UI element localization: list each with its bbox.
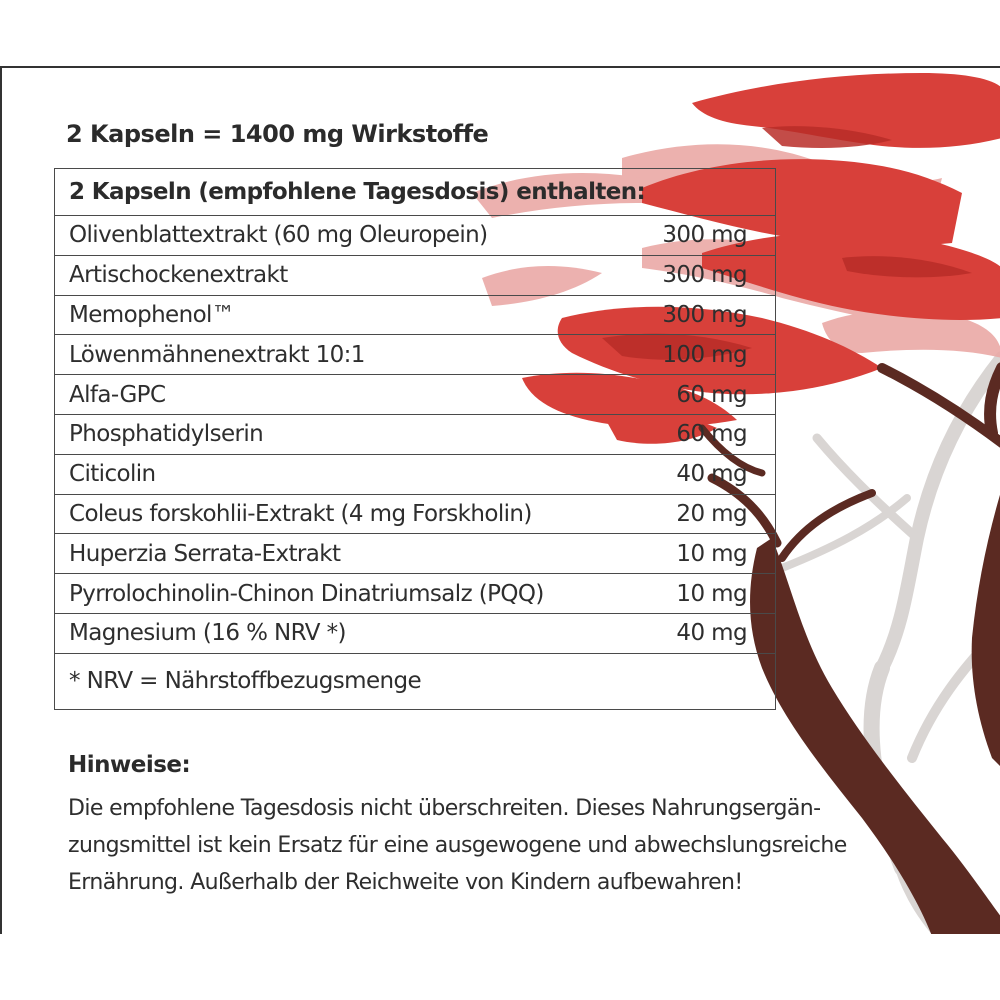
ingredient-name: Löwenmähnenextrakt 10:1 xyxy=(55,335,640,375)
ingredient-amount: 300 mg xyxy=(640,255,776,295)
capsule-total-heading: 2 Kapseln = 1400 mg Wirkstoffe xyxy=(66,120,489,148)
notes-line: Ernährung. Außerhalb der Reichweite von Kindern aufbewahren! xyxy=(68,870,743,895)
ingredient-amount: 40 mg xyxy=(640,454,776,494)
table-row xyxy=(55,574,776,614)
ingredient-name: Huperzia Serrata-Extrakt xyxy=(55,534,640,574)
table-row xyxy=(55,375,776,415)
table-row xyxy=(55,295,776,335)
table-row xyxy=(55,216,776,256)
ingredient-name: Alfa-GPC xyxy=(55,375,640,415)
table-footnote: * NRV = Nährstoffbezugsmenge xyxy=(55,653,776,709)
table-row xyxy=(55,534,776,574)
ingredient-name: Coleus forskohlii-Extrakt (4 mg Forskholin) xyxy=(55,494,640,534)
ingredient-amount: 60 mg xyxy=(640,414,776,454)
ingredient-amount: 300 mg xyxy=(640,295,776,335)
ingredient-name: Phosphatidylserin xyxy=(55,414,640,454)
notes-text xyxy=(68,790,948,901)
ingredient-name: Artischockenextrakt xyxy=(55,255,640,295)
table-row xyxy=(55,255,776,295)
notes-line: Die empfohlene Tagesdosis nicht überschreiten. Dieses Nahrungsergän- xyxy=(68,796,821,821)
ingredient-amount: 10 mg xyxy=(640,574,776,614)
ingredient-name: Citicolin xyxy=(55,454,640,494)
table-row xyxy=(55,494,776,534)
ingredient-name: Pyrrolochinolin-Chinon Dinatriumsalz (PQQ) xyxy=(55,574,640,614)
table-header-row xyxy=(55,169,776,216)
table-row xyxy=(55,454,776,494)
ingredient-amount: 100 mg xyxy=(640,335,776,375)
label-panel xyxy=(0,66,1000,934)
table-row xyxy=(55,613,776,653)
ingredient-name: Olivenblattextrakt (60 mg Oleuropein) xyxy=(55,216,640,256)
ingredient-amount: 40 mg xyxy=(640,613,776,653)
ingredient-name: Magnesium (16 % NRV *) xyxy=(55,613,640,653)
table-row xyxy=(55,414,776,454)
table-row xyxy=(55,335,776,375)
ingredient-amount: 20 mg xyxy=(640,494,776,534)
notes-line: zungsmittel ist kein Ersatz für eine ausgewogene und abwechslungsreiche xyxy=(68,833,847,858)
table-header: 2 Kapseln (empfohlene Tagesdosis) enthalten: xyxy=(55,169,776,216)
ingredient-amount: 10 mg xyxy=(640,534,776,574)
ingredients-table xyxy=(54,168,776,710)
ingredient-amount: 60 mg xyxy=(640,375,776,415)
notes-heading: Hinweise: xyxy=(68,752,191,778)
label-content xyxy=(2,68,1000,934)
ingredient-name: Memophenol™ xyxy=(55,295,640,335)
table-footnote-row xyxy=(55,653,776,709)
ingredient-amount: 300 mg xyxy=(640,216,776,256)
